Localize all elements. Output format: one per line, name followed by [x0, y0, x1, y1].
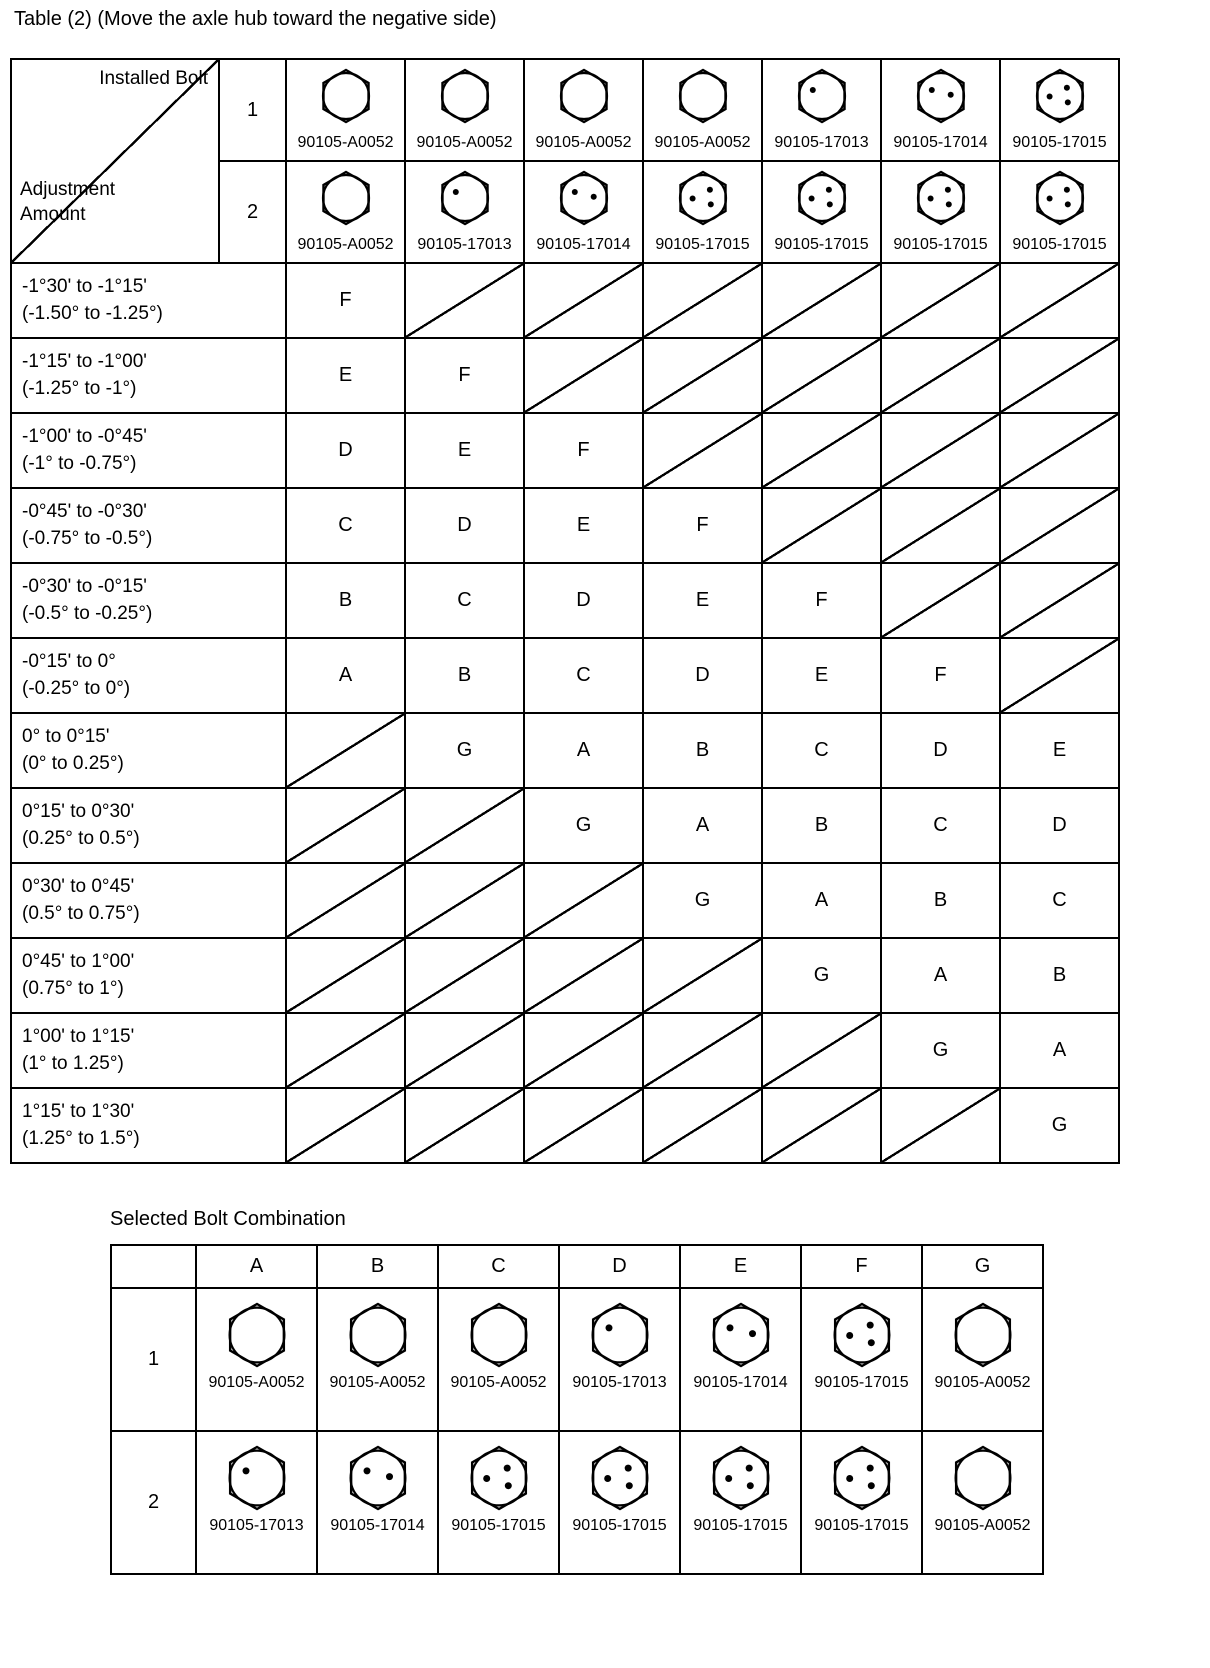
bolt-icon-2-dots [318, 1444, 437, 1512]
bolt-part-number: 90105-17013 [417, 236, 512, 253]
bolt-part-number: 90105-A0052 [654, 134, 751, 151]
no-adjustment-cell [762, 338, 881, 413]
bolt-icon-3-dots [681, 1444, 800, 1512]
bolt-cell [317, 1431, 438, 1574]
adjustment-range-cell [11, 563, 286, 638]
bolt-cell [680, 1431, 801, 1574]
combination-letter-cell: F [643, 488, 762, 563]
no-adjustment-cell [1000, 563, 1119, 638]
combination-letter-cell: E [762, 638, 881, 713]
adjustment-range-cell [11, 413, 286, 488]
adjustment-range-cell [11, 1013, 286, 1088]
bolt-cell [559, 1288, 680, 1431]
adjustment-row [11, 938, 1119, 1013]
adjustment-row [11, 863, 1119, 938]
adjustment-amount-label: Adjustment Amount [20, 179, 116, 225]
bolt-icon-0-dots [318, 1301, 437, 1369]
range-degrees: (0.75° to 1°) [22, 977, 124, 999]
no-adjustment-cell [643, 338, 762, 413]
combination-column-header: F [801, 1245, 922, 1288]
no-adjustment-cell [405, 1013, 524, 1088]
combination-letter-cell: E [524, 488, 643, 563]
range-degrees: (-1.50° to -1.25°) [22, 302, 163, 324]
bolt-icon-3-dots [1001, 169, 1118, 227]
bolt-icon-0-dots [287, 67, 404, 125]
bolt-part-number: 90105-17015 [814, 1374, 909, 1391]
range-minutes: -1°15' to -1°00' [22, 350, 147, 372]
no-adjustment-cell [405, 788, 524, 863]
combination-letter-cell: A [524, 713, 643, 788]
range-minutes: -0°30' to -0°15' [22, 575, 147, 597]
adjustment-range-cell [11, 488, 286, 563]
combination-letter-cell: D [524, 563, 643, 638]
adjustment-row [11, 488, 1119, 563]
combination-letter-cell: A [286, 638, 405, 713]
bolt-cell [643, 161, 762, 263]
bolt-cell [762, 161, 881, 263]
bolt-position-label: 2 [111, 1431, 196, 1574]
bolt-position-1-label: 1 [219, 59, 286, 161]
bolt-cell [405, 59, 524, 161]
bolt-cell [438, 1288, 559, 1431]
range-degrees: (1° to 1.25°) [22, 1052, 124, 1074]
combination-letter-cell: F [405, 338, 524, 413]
adjustment-range-cell [11, 788, 286, 863]
combination-column-header: C [438, 1245, 559, 1288]
bolt-part-number: 90105-A0052 [208, 1374, 305, 1391]
range-degrees: (-1° to -0.75°) [22, 452, 137, 474]
bolt-part-number: 90105-17015 [655, 236, 750, 253]
range-minutes: 1°00' to 1°15' [22, 1025, 135, 1047]
adjustment-row [11, 338, 1119, 413]
range-minutes: -1°30' to -1°15' [22, 275, 147, 297]
combination-letter-cell: E [643, 563, 762, 638]
bolt-part-number: 90105-A0052 [934, 1517, 1031, 1534]
no-adjustment-cell [762, 1013, 881, 1088]
bolt-cell [680, 1288, 801, 1431]
adjustment-row [11, 263, 1119, 338]
combination-letter-cell: G [762, 938, 881, 1013]
range-minutes: -0°15' to 0° [22, 650, 116, 672]
bolt-part-number: 90105-17015 [774, 236, 869, 253]
bolt-cell [196, 1431, 317, 1574]
bolt-part-number: 90105-17013 [774, 134, 869, 151]
combination-letter-cell: B [405, 638, 524, 713]
selected-bolt-row [111, 1288, 1043, 1431]
bolt-part-number: 90105-A0052 [297, 236, 394, 253]
adjustment-row [11, 413, 1119, 488]
combination-letter-cell: C [524, 638, 643, 713]
bolt-icon-0-dots [923, 1444, 1042, 1512]
bolt-icon-2-dots [525, 169, 642, 227]
selected-combination-title: Selected Bolt Combination [110, 1208, 346, 1230]
no-adjustment-cell [286, 1088, 405, 1163]
bolt-part-number: 90105-17014 [536, 236, 631, 253]
range-minutes: 0° to 0°15' [22, 725, 110, 747]
range-degrees: (1.25° to 1.5°) [22, 1127, 140, 1149]
adjustment-table [10, 58, 1120, 1164]
bolt-icon-0-dots [439, 1301, 558, 1369]
combination-letter-cell: F [524, 413, 643, 488]
bolt-part-number: 90105-A0052 [297, 134, 394, 151]
no-adjustment-cell [1000, 338, 1119, 413]
bolt-part-number: 90105-17014 [330, 1517, 425, 1534]
bolt-icon-2-dots [681, 1301, 800, 1369]
combination-letter-cell: B [1000, 938, 1119, 1013]
combination-letter-cell: A [762, 863, 881, 938]
range-degrees: (0.25° to 0.5°) [22, 827, 140, 849]
no-adjustment-cell [286, 938, 405, 1013]
bolt-part-number: 90105-A0052 [416, 134, 513, 151]
bolt-icon-3-dots [802, 1444, 921, 1512]
no-adjustment-cell [762, 413, 881, 488]
combination-letter-cell: C [881, 788, 1000, 863]
installed-bolt-row-1 [11, 59, 1119, 161]
range-minutes: -1°00' to -0°45' [22, 425, 147, 447]
no-adjustment-cell [881, 263, 1000, 338]
bolt-icon-0-dots [197, 1301, 316, 1369]
bolt-part-number: 90105-17014 [693, 1374, 788, 1391]
no-adjustment-cell [881, 563, 1000, 638]
bolt-icon-3-dots [802, 1301, 921, 1369]
bolt-icon-0-dots [406, 67, 523, 125]
no-adjustment-cell [881, 1088, 1000, 1163]
no-adjustment-cell [286, 788, 405, 863]
range-minutes: -0°45' to -0°30' [22, 500, 147, 522]
no-adjustment-cell [286, 863, 405, 938]
bolt-icon-3-dots [1001, 67, 1118, 125]
combination-letter-cell: D [643, 638, 762, 713]
selected-table-body [111, 1245, 1043, 1574]
combination-header-row [111, 1245, 1043, 1288]
combination-letter-cell: G [643, 863, 762, 938]
bolt-cell [317, 1288, 438, 1431]
no-adjustment-cell [286, 1013, 405, 1088]
bolt-part-number: 90105-17013 [209, 1517, 304, 1534]
combination-letter-cell: E [286, 338, 405, 413]
no-adjustment-cell [1000, 413, 1119, 488]
combination-column-header: D [559, 1245, 680, 1288]
adjustment-range-cell [11, 338, 286, 413]
bolt-cell [286, 59, 405, 161]
combination-letter-cell: G [405, 713, 524, 788]
range-degrees: (-0.75° to -0.5°) [22, 527, 153, 549]
no-adjustment-cell [643, 1088, 762, 1163]
no-adjustment-cell [643, 1013, 762, 1088]
selected-bolt-row [111, 1431, 1043, 1574]
bolt-cell [922, 1288, 1043, 1431]
no-adjustment-cell [405, 863, 524, 938]
combination-letter-cell: G [881, 1013, 1000, 1088]
bolt-part-number: 90105-17013 [572, 1374, 667, 1391]
bolt-icon-3-dots [644, 169, 761, 227]
corner-header-cell [11, 59, 219, 263]
no-adjustment-cell [405, 938, 524, 1013]
bolt-part-number: 90105-A0052 [934, 1374, 1031, 1391]
bolt-cell [286, 161, 405, 263]
no-adjustment-cell [524, 263, 643, 338]
no-adjustment-cell [286, 713, 405, 788]
range-minutes: 0°45' to 1°00' [22, 950, 135, 972]
no-adjustment-cell [762, 263, 881, 338]
combination-letter-cell: F [762, 563, 881, 638]
bolt-position-2-label: 2 [219, 161, 286, 263]
adjustment-row [11, 1013, 1119, 1088]
bolt-cell [881, 161, 1000, 263]
no-adjustment-cell [1000, 638, 1119, 713]
combination-letter-cell: C [405, 563, 524, 638]
range-minutes: 0°30' to 0°45' [22, 875, 135, 897]
installed-bolt-label: Installed Bolt [99, 68, 208, 89]
range-degrees: (-1.25° to -1°) [22, 377, 137, 399]
bolt-cell [559, 1431, 680, 1574]
adjustment-range-cell [11, 938, 286, 1013]
bolt-cell [922, 1431, 1043, 1574]
no-adjustment-cell [405, 1088, 524, 1163]
bolt-icon-1-dots [197, 1444, 316, 1512]
bolt-icon-3-dots [763, 169, 880, 227]
adjustment-row [11, 638, 1119, 713]
combination-column-header: A [196, 1245, 317, 1288]
adjustment-row [11, 563, 1119, 638]
adjustment-table-body [11, 59, 1119, 1163]
range-degrees: (0° to 0.25°) [22, 752, 124, 774]
combination-letter-cell: D [286, 413, 405, 488]
no-adjustment-cell [643, 413, 762, 488]
range-minutes: 1°15' to 1°30' [22, 1100, 135, 1122]
no-adjustment-cell [524, 1013, 643, 1088]
adjustment-range-cell [11, 638, 286, 713]
combination-letter-cell: G [1000, 1088, 1119, 1163]
combination-letter-cell: C [762, 713, 881, 788]
bolt-cell [801, 1431, 922, 1574]
bolt-icon-0-dots [644, 67, 761, 125]
bolt-icon-2-dots [882, 67, 999, 125]
bolt-part-number: 90105-17015 [1012, 134, 1107, 151]
no-adjustment-cell [1000, 263, 1119, 338]
range-degrees: (-0.25° to 0°) [22, 677, 131, 699]
no-adjustment-cell [524, 938, 643, 1013]
bolt-cell [1000, 59, 1119, 161]
no-adjustment-cell [524, 1088, 643, 1163]
bolt-part-number: 90105-A0052 [535, 134, 632, 151]
empty-corner-cell [111, 1245, 196, 1288]
bolt-cell [196, 1288, 317, 1431]
bolt-icon-0-dots [525, 67, 642, 125]
bolt-icon-1-dots [560, 1301, 679, 1369]
bolt-cell [881, 59, 1000, 161]
bolt-cell [524, 59, 643, 161]
adjustment-range-cell [11, 1088, 286, 1163]
bolt-cell [643, 59, 762, 161]
combination-letter-cell: B [762, 788, 881, 863]
bolt-part-number: 90105-A0052 [329, 1374, 426, 1391]
combination-letter-cell: B [881, 863, 1000, 938]
selected-combination-table [110, 1244, 1044, 1575]
bolt-icon-1-dots [763, 67, 880, 125]
bolt-icon-3-dots [439, 1444, 558, 1512]
range-minutes: 0°15' to 0°30' [22, 800, 135, 822]
no-adjustment-cell [881, 338, 1000, 413]
combination-letter-cell: C [1000, 863, 1119, 938]
adjustment-row [11, 713, 1119, 788]
adjustment-row [11, 1088, 1119, 1163]
adjustment-range-cell [11, 263, 286, 338]
range-degrees: (-0.5° to -0.25°) [22, 602, 153, 624]
adjustment-row [11, 788, 1119, 863]
no-adjustment-cell [762, 1088, 881, 1163]
bolt-part-number: 90105-17014 [893, 134, 988, 151]
combination-letter-cell: F [881, 638, 1000, 713]
no-adjustment-cell [881, 488, 1000, 563]
bolt-cell [524, 161, 643, 263]
combination-letter-cell: B [286, 563, 405, 638]
bolt-cell [438, 1431, 559, 1574]
combination-column-header: G [922, 1245, 1043, 1288]
combination-letter-cell: C [286, 488, 405, 563]
bolt-icon-1-dots [406, 169, 523, 227]
bolt-icon-3-dots [882, 169, 999, 227]
no-adjustment-cell [524, 863, 643, 938]
no-adjustment-cell [643, 263, 762, 338]
no-adjustment-cell [762, 488, 881, 563]
range-degrees: (0.5° to 0.75°) [22, 902, 140, 924]
combination-letter-cell: E [1000, 713, 1119, 788]
combination-letter-cell: A [643, 788, 762, 863]
adjustment-range-cell [11, 863, 286, 938]
combination-letter-cell: A [1000, 1013, 1119, 1088]
no-adjustment-cell [405, 263, 524, 338]
no-adjustment-cell [1000, 488, 1119, 563]
bolt-part-number: 90105-17015 [693, 1517, 788, 1534]
combination-letter-cell: G [524, 788, 643, 863]
bolt-cell [801, 1288, 922, 1431]
no-adjustment-cell [643, 938, 762, 1013]
combination-column-header: E [680, 1245, 801, 1288]
no-adjustment-cell [524, 338, 643, 413]
bolt-part-number: 90105-17015 [451, 1517, 546, 1534]
document-title: Table (2) (Move the axle hub toward the negative side) [14, 8, 497, 30]
bolt-icon-3-dots [560, 1444, 679, 1512]
bolt-part-number: 90105-17015 [814, 1517, 909, 1534]
combination-letter-cell: D [881, 713, 1000, 788]
bolt-cell [762, 59, 881, 161]
combination-letter-cell: B [643, 713, 762, 788]
bolt-part-number: 90105-A0052 [450, 1374, 547, 1391]
combination-letter-cell: D [405, 488, 524, 563]
bolt-cell [405, 161, 524, 263]
bolt-icon-0-dots [923, 1301, 1042, 1369]
combination-column-header: B [317, 1245, 438, 1288]
bolt-icon-0-dots [287, 169, 404, 227]
bolt-cell [1000, 161, 1119, 263]
combination-letter-cell: F [286, 263, 405, 338]
no-adjustment-cell [881, 413, 1000, 488]
combination-letter-cell: D [1000, 788, 1119, 863]
combination-letter-cell: E [405, 413, 524, 488]
combination-letter-cell: A [881, 938, 1000, 1013]
bolt-part-number: 90105-17015 [1012, 236, 1107, 253]
bolt-part-number: 90105-17015 [893, 236, 988, 253]
bolt-part-number: 90105-17015 [572, 1517, 667, 1534]
adjustment-range-cell [11, 713, 286, 788]
bolt-position-label: 1 [111, 1288, 196, 1431]
